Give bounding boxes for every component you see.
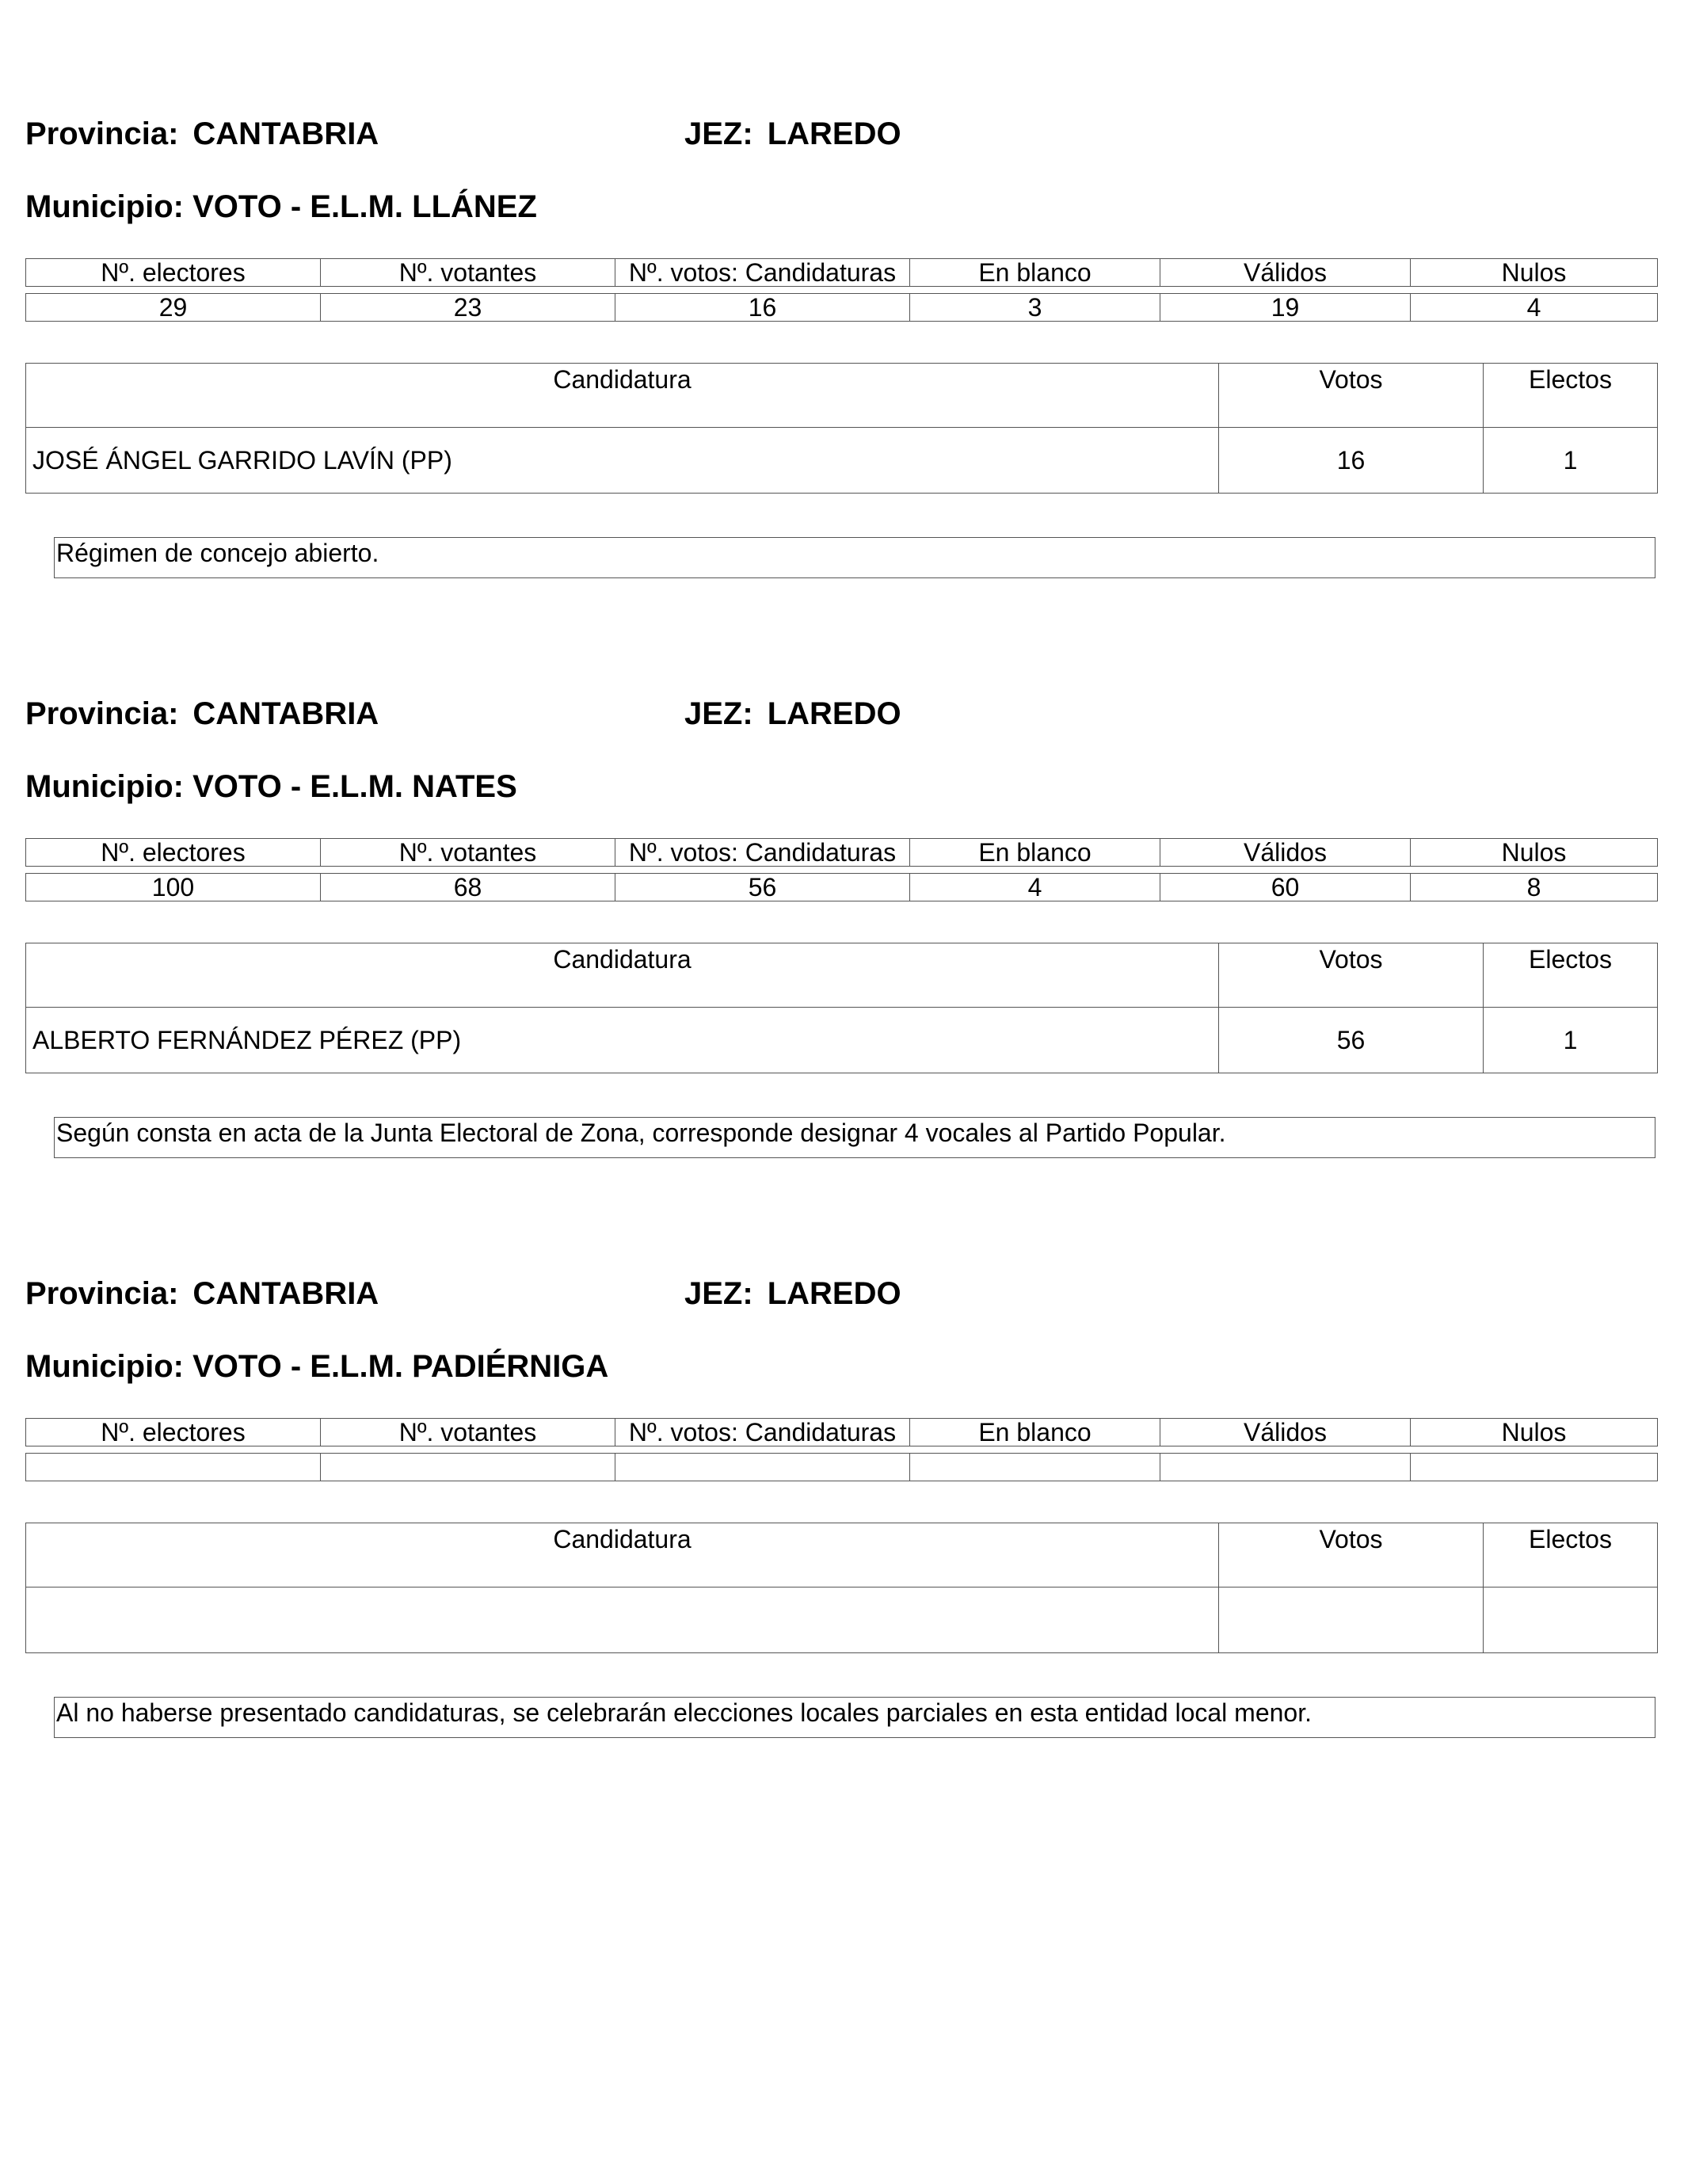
header-candidatura: Candidatura xyxy=(26,364,1219,428)
candidate-electos: 1 xyxy=(1484,1008,1658,1073)
provincia-label: Provincia: xyxy=(25,1276,179,1311)
value-votantes: 23 xyxy=(321,294,615,322)
summary-value-row xyxy=(26,874,1658,901)
jez-label: JEZ: xyxy=(684,116,753,151)
header-candidatura: Candidatura xyxy=(26,1523,1219,1587)
header-electores: Nº. electores xyxy=(26,259,321,287)
header-validos: Válidos xyxy=(1160,1419,1411,1446)
municipio-value: VOTO - E.L.M. LLÁNEZ xyxy=(192,189,537,224)
municipality-section-padierniga xyxy=(25,1271,1657,1746)
value-electores xyxy=(26,1454,321,1481)
header-votos: Votos xyxy=(1219,943,1484,1008)
value-validos: 60 xyxy=(1160,874,1411,901)
candidate-name: JOSÉ ÁNGEL GARRIDO LAVÍN (PP) xyxy=(26,428,1219,494)
summary-header-row xyxy=(26,259,1658,287)
candidate-electos: 1 xyxy=(1484,428,1658,494)
jez-header xyxy=(684,115,901,153)
header-candidatura: Candidatura xyxy=(26,943,1219,1008)
jez-header xyxy=(684,1275,901,1313)
value-nulos: 4 xyxy=(1411,294,1658,322)
candidates-header-row xyxy=(26,943,1658,1008)
header-validos: Válidos xyxy=(1160,839,1411,867)
municipality-section-nates xyxy=(25,691,1657,1166)
municipio-label: Municipio: xyxy=(25,769,184,804)
header-validos: Válidos xyxy=(1160,259,1411,287)
value-votantes: 68 xyxy=(321,874,615,901)
table-row xyxy=(26,1008,1658,1073)
header-electos: Electos xyxy=(1484,943,1658,1008)
provincia-header xyxy=(25,695,379,733)
header-votantes: Nº. votantes xyxy=(321,1419,615,1446)
municipio-header xyxy=(25,768,517,806)
table-row xyxy=(26,428,1658,494)
candidate-name xyxy=(26,1587,1219,1653)
value-electores: 29 xyxy=(26,294,321,322)
jez-value: LAREDO xyxy=(767,1276,901,1311)
header-votantes: Nº. votantes xyxy=(321,259,615,287)
candidates-table xyxy=(25,1523,1658,1653)
section-note: Según consta en acta de la Junta Electoral de Zona, corresponde designar 4 vocales al Partido Popular. xyxy=(54,1117,1655,1158)
results-summary-table xyxy=(25,838,1658,901)
value-votos-candidaturas xyxy=(615,1454,910,1481)
jez-value: LAREDO xyxy=(767,696,901,731)
value-en-blanco xyxy=(910,1454,1160,1481)
results-summary-table xyxy=(25,1418,1658,1481)
provincia-label: Provincia: xyxy=(25,696,179,731)
header-en-blanco: En blanco xyxy=(910,1419,1160,1446)
value-validos xyxy=(1160,1454,1411,1481)
header-votos-candidaturas: Nº. votos: Candidaturas xyxy=(615,259,910,287)
section-note: Régimen de concejo abierto. xyxy=(54,537,1655,578)
candidates-table xyxy=(25,363,1658,494)
header-votos-candidaturas: Nº. votos: Candidaturas xyxy=(615,1419,910,1446)
jez-label: JEZ: xyxy=(684,696,753,731)
value-electores: 100 xyxy=(26,874,321,901)
summary-header-row xyxy=(26,839,1658,867)
header-electos: Electos xyxy=(1484,364,1658,428)
candidates-header-row xyxy=(26,364,1658,428)
summary-value-row xyxy=(26,1454,1658,1481)
municipio-label: Municipio: xyxy=(25,189,184,224)
results-summary-table xyxy=(25,258,1658,322)
municipio-header xyxy=(25,1347,608,1385)
candidate-votos: 56 xyxy=(1219,1008,1484,1073)
municipality-section-llanez xyxy=(25,111,1657,586)
jez-header xyxy=(684,695,901,733)
municipio-label: Municipio: xyxy=(25,1349,184,1384)
municipio-value: VOTO - E.L.M. NATES xyxy=(192,769,517,804)
provincia-value: CANTABRIA xyxy=(192,116,379,151)
header-en-blanco: En blanco xyxy=(910,259,1160,287)
provincia-header xyxy=(25,115,379,153)
jez-value: LAREDO xyxy=(767,116,901,151)
header-electos: Electos xyxy=(1484,1523,1658,1587)
provincia-header xyxy=(25,1275,379,1313)
municipio-value: VOTO - E.L.M. PADIÉRNIGA xyxy=(192,1349,609,1384)
provincia-value: CANTABRIA xyxy=(192,696,379,731)
jez-label: JEZ: xyxy=(684,1276,753,1311)
header-votos-candidaturas: Nº. votos: Candidaturas xyxy=(615,839,910,867)
value-en-blanco: 3 xyxy=(910,294,1160,322)
value-votos-candidaturas: 56 xyxy=(615,874,910,901)
header-nulos: Nulos xyxy=(1411,839,1658,867)
value-validos: 19 xyxy=(1160,294,1411,322)
summary-value-row xyxy=(26,294,1658,322)
candidate-electos xyxy=(1484,1587,1658,1653)
provincia-label: Provincia: xyxy=(25,116,179,151)
header-en-blanco: En blanco xyxy=(910,839,1160,867)
value-nulos: 8 xyxy=(1411,874,1658,901)
candidate-votos xyxy=(1219,1587,1484,1653)
header-votos: Votos xyxy=(1219,364,1484,428)
value-votantes xyxy=(321,1454,615,1481)
header-votantes: Nº. votantes xyxy=(321,839,615,867)
candidates-header-row xyxy=(26,1523,1658,1587)
provincia-value: CANTABRIA xyxy=(192,1276,379,1311)
header-electores: Nº. electores xyxy=(26,1419,321,1446)
header-votos: Votos xyxy=(1219,1523,1484,1587)
candidate-votos: 16 xyxy=(1219,428,1484,494)
candidate-name: ALBERTO FERNÁNDEZ PÉREZ (PP) xyxy=(26,1008,1219,1073)
value-en-blanco: 4 xyxy=(910,874,1160,901)
value-nulos xyxy=(1411,1454,1658,1481)
summary-header-row xyxy=(26,1419,1658,1446)
section-note: Al no haberse presentado candidaturas, se celebrarán elecciones locales parciales en esta entidad local menor. xyxy=(54,1697,1655,1738)
header-electores: Nº. electores xyxy=(26,839,321,867)
municipio-header xyxy=(25,188,537,226)
header-nulos: Nulos xyxy=(1411,1419,1658,1446)
value-votos-candidaturas: 16 xyxy=(615,294,910,322)
table-row xyxy=(26,1587,1658,1653)
header-nulos: Nulos xyxy=(1411,259,1658,287)
candidates-table xyxy=(25,943,1658,1073)
